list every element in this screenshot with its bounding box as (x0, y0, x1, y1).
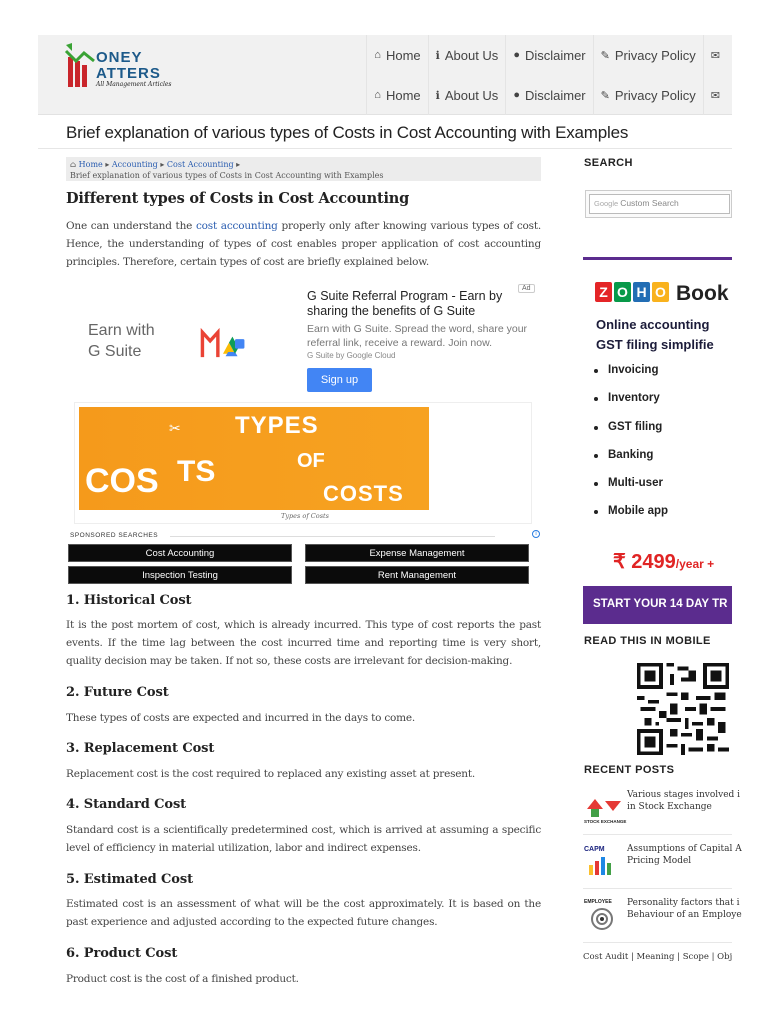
nav-label: Disclaimer (524, 47, 586, 63)
section-heading: 1. Historical Cost (66, 593, 192, 608)
zoho-letter: O (652, 282, 669, 302)
list-item: Invoicing (594, 364, 668, 392)
zoho-logo (595, 282, 671, 302)
ad-title[interactable]: G Suite Referral Program - Earn by sharing the benefits of G Suite (307, 289, 503, 318)
section-heading: 2. Future Cost (66, 685, 169, 700)
image-word: COS (85, 462, 159, 500)
recent-post-title: Personality factors that i Behaviour of an Employe (627, 898, 742, 920)
section-heading: 6. Product Cost (66, 946, 178, 961)
envelope-icon: ✉ (710, 49, 720, 62)
section-heading: 4. Standard Cost (66, 797, 187, 812)
ad-description: Earn with G Suite. Spread the word, share your referral link, receive a reward. Join now. (307, 323, 528, 349)
intro-text: One can understand the (66, 220, 196, 232)
sponsored-label: SPONSORED SEARCHES (70, 532, 159, 539)
nav-home[interactable] (366, 75, 427, 115)
breadcrumb-current: Brief explanation of various types of Costs in Cost Accounting with Examples (70, 171, 384, 180)
list-item: Multi-user (594, 477, 668, 505)
recent-post-title: Assumptions of Capital A Pricing Model (627, 844, 742, 866)
divider (170, 536, 495, 537)
recent-post-item[interactable] (583, 895, 742, 943)
breadcrumb-home[interactable]: Home (78, 160, 103, 169)
ad-signup-button[interactable]: Sign up (307, 368, 372, 392)
thumb-label: CAPM (584, 846, 605, 853)
alert-icon: ● (513, 89, 520, 101)
nav-privacy[interactable] (593, 75, 703, 115)
gsuite-apps-icon (174, 328, 272, 358)
nav-contact[interactable] (703, 75, 732, 115)
ad-earn-line: Earn with (88, 322, 155, 339)
nav-label: Home (385, 47, 421, 63)
stock-exchange-thumb-icon (583, 787, 627, 825)
image-word: TYPES (235, 412, 319, 439)
nav-label: Privacy Policy (614, 87, 696, 103)
recent-post-item[interactable] (583, 787, 741, 835)
nav-disclaimer[interactable] (505, 75, 592, 115)
tag-links[interactable]: Cost Audit | Meaning | Scope | Obj (583, 952, 733, 962)
logo-m-icon (66, 43, 96, 87)
logo-word-1: ONEY (96, 49, 143, 66)
gsuite-ad[interactable] (66, 284, 541, 394)
qr-code[interactable] (636, 663, 730, 755)
section-body: These types of costs are expected and incurred in the days to come. (66, 712, 416, 724)
zoho-letter: H (633, 282, 650, 302)
intro-paragraph (66, 217, 541, 271)
list-item: GST filing (594, 421, 668, 449)
section-body: Standard cost is a scientifically predetermined cost, which is arrived at assuming a specific level of efficiency in material utilization, labor and indirect expenses. (66, 824, 541, 854)
nav-home[interactable] (366, 35, 427, 75)
search-widget (585, 190, 732, 218)
intro-text: properly only after knowing various types of cost. Hence, the understanding of types of cost enables proper application of cost accounting principles. Therefore, certain types of cost are briefly explained below. (66, 220, 541, 268)
list-item: Inventory (594, 392, 668, 420)
cost-accounting-link[interactable]: cost accounting (195, 220, 278, 232)
article-heading: Different types of Costs in Cost Accounting (66, 190, 410, 207)
nav-contact[interactable] (703, 35, 732, 75)
zoho-sub-line: GST filing simplifie (596, 337, 714, 352)
logo-tagline: All Management Articles (96, 81, 172, 88)
recent-post-title: Various stages involved i in Stock Exchange (627, 790, 741, 812)
breadcrumb-cost-accounting[interactable]: Cost Accounting (166, 160, 234, 169)
ad-source: G Suite by Google Cloud (307, 351, 396, 360)
section-body: Estimated cost is an assessment of what will be the cost approximately. It is based on the past experience and adjusted according to the expected future changes. (66, 898, 541, 928)
alert-icon: ● (513, 49, 520, 61)
nav-privacy[interactable] (593, 35, 703, 75)
list-item: Banking (594, 449, 668, 477)
list-item: Mobile app (594, 505, 668, 533)
recent-posts-heading: RECENT POSTS (584, 764, 675, 776)
breadcrumb: ⌂ Home ▸ Accounting ▸ Cost Accounting ▸ Brief explanation of various types of Costs in Cost Accounting with Examples (66, 157, 541, 181)
section-body: Replacement cost is the cost required to replaced any existing asset at present. (66, 768, 476, 780)
pencil-icon: ✎ (600, 89, 610, 102)
image-word: COSTS (323, 481, 404, 506)
thumb-label: STOCK EXCHANGE (584, 819, 627, 824)
mobile-heading: READ THIS IN MOBILE (584, 635, 711, 647)
nav-disclaimer[interactable] (505, 35, 592, 75)
main-nav (366, 35, 732, 75)
zoho-letter: Z (595, 282, 612, 302)
zoho-letter: O (614, 282, 631, 302)
pencil-icon: ✎ (600, 49, 610, 62)
breadcrumb-accounting[interactable]: Accounting (111, 160, 158, 169)
nav-about[interactable] (428, 35, 506, 75)
search-input[interactable] (589, 194, 730, 214)
nav-label: Privacy Policy (614, 47, 696, 63)
search-heading: SEARCH (584, 157, 633, 169)
home-icon: ⌂ (70, 160, 77, 169)
logo-word-2: ATTERS (96, 65, 161, 82)
sponsored-search-button[interactable]: Cost Accounting (68, 544, 292, 562)
ad-badge[interactable]: Ad (518, 284, 535, 293)
section-body: It is the post mortem of cost, which is already incurred. This type of cost reports the past events. If the time lag between the cost incurred time and reporting time is very short, quality decision may be taken. If not so, these costs are irrelevant for decision-making. (66, 619, 541, 667)
zoho-books-ad[interactable] (583, 257, 732, 621)
info-icon: ℹ (435, 49, 440, 62)
section-heading: 5. Estimated Cost (66, 872, 193, 887)
site-logo[interactable] (66, 39, 186, 95)
types-of-costs-image (79, 407, 429, 510)
page-title: Brief explanation of various types of Costs in Cost Accounting with Examples (66, 123, 629, 142)
envelope-icon: ✉ (710, 89, 720, 102)
ad-earn-line: G Suite (88, 343, 142, 360)
nav-label: About Us (444, 87, 499, 103)
nav-label: Home (385, 87, 421, 103)
sponsored-search-button[interactable]: Rent Management (305, 566, 529, 584)
section-body: Product cost is the cost of a finished product. (66, 973, 299, 985)
nav-about[interactable] (428, 75, 506, 115)
scissors-icon: ✂ (169, 421, 181, 437)
sponsored-search-button[interactable]: Expense Management (305, 544, 529, 562)
google-label: Google (594, 199, 619, 208)
zoho-sub-line: Online accounting (596, 317, 710, 332)
types-of-costs-figure (74, 402, 532, 524)
image-word: TS (177, 455, 216, 488)
capm-thumb-icon (583, 841, 621, 879)
ad-earn-text (88, 320, 155, 362)
nav-label: About Us (444, 47, 499, 63)
zoho-subtitle (596, 315, 714, 355)
zoho-trial-button[interactable]: START YOUR 14 DAY TR (583, 586, 732, 624)
employee-thumb-icon (583, 895, 621, 933)
section-heading: 3. Replacement Cost (66, 741, 215, 756)
divider (38, 148, 732, 149)
home-icon: ⌂ (374, 89, 381, 101)
home-icon: ⌂ (374, 49, 381, 61)
nav-label: Disclaimer (524, 87, 586, 103)
info-icon: ℹ (435, 89, 440, 102)
sponsored-search-button[interactable]: Inspection Testing (68, 566, 292, 584)
site-header (38, 35, 732, 115)
zoho-feature-list (594, 364, 668, 534)
image-word: OF (297, 450, 325, 472)
secondary-nav (366, 75, 732, 115)
image-caption: Types of Costs (281, 512, 329, 520)
zoho-product: Book (676, 282, 729, 305)
zoho-price: ₹ 2499/year + (613, 551, 715, 573)
thumb-label: EMPLOYEE (584, 899, 612, 905)
recent-post-item[interactable] (583, 841, 742, 889)
search-placeholder: Custom Search (620, 198, 679, 208)
ad-info-icon[interactable]: i (532, 530, 540, 538)
